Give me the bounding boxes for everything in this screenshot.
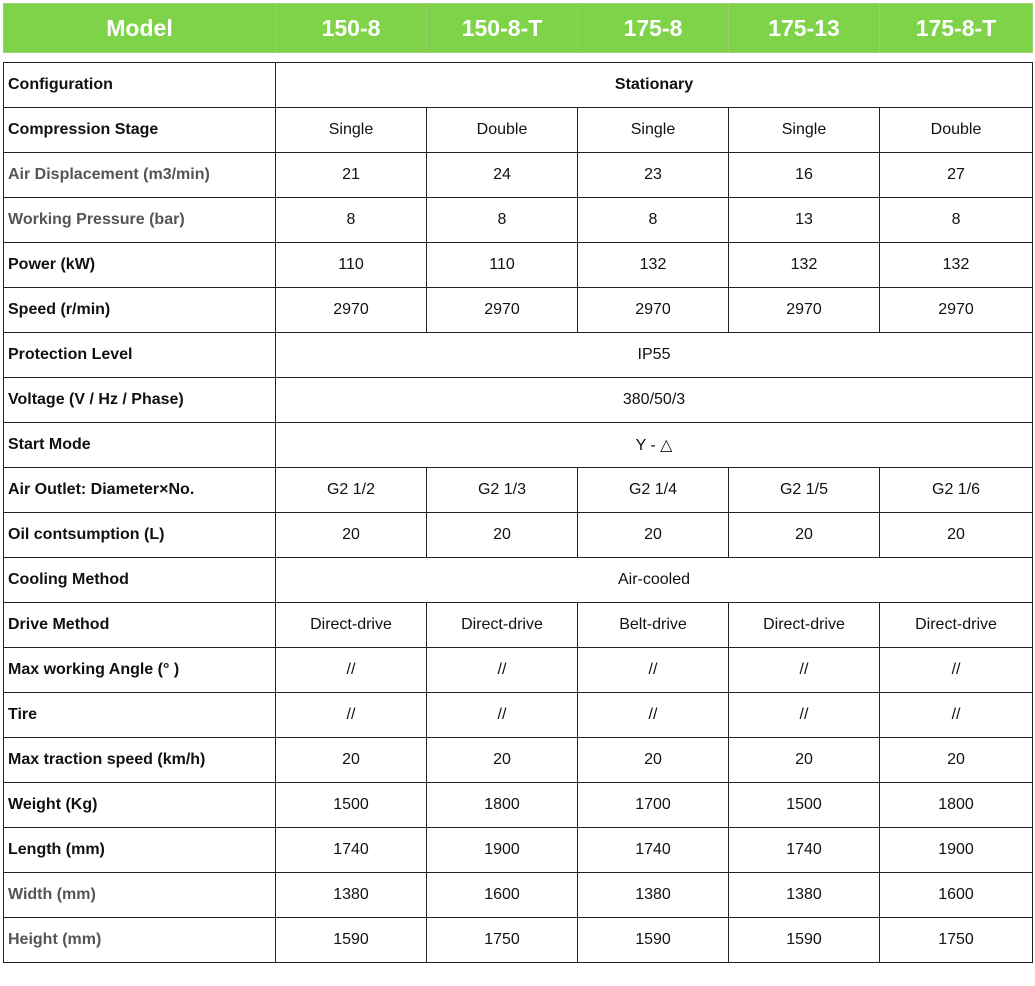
spec-value-cell: // — [276, 693, 427, 738]
spec-value-cell: 1750 — [880, 918, 1033, 963]
model-header-cell: 175-8 — [578, 4, 729, 53]
spec-value-cell: 20 — [729, 513, 880, 558]
spec-merged-value: Stationary — [276, 63, 1033, 108]
spec-value-cell: 27 — [880, 153, 1033, 198]
spec-value-cell: // — [427, 693, 578, 738]
spec-row-label: Air Displacement (m3/min) — [4, 153, 276, 198]
spec-value-cell: 2970 — [427, 288, 578, 333]
spec-value-cell: 1800 — [880, 783, 1033, 828]
spec-value-cell: G2 1/5 — [729, 468, 880, 513]
spec-value-cell: 1600 — [880, 873, 1033, 918]
spec-value-cell: 1380 — [276, 873, 427, 918]
model-header-cell: 150-8-T — [427, 4, 578, 53]
spec-row — [4, 783, 1033, 828]
model-header-label: Model — [4, 4, 276, 53]
spec-row-label: Weight (Kg) — [4, 783, 276, 828]
model-header-row — [4, 4, 1033, 53]
spec-row — [4, 558, 1033, 603]
spec-value-cell: // — [578, 693, 729, 738]
spec-value-cell: 8 — [880, 198, 1033, 243]
spec-row — [4, 63, 1033, 108]
spec-row-label: Air Outlet: Diameter×No. — [4, 468, 276, 513]
spec-value-cell: 1590 — [578, 918, 729, 963]
spec-value-cell: 1750 — [427, 918, 578, 963]
spec-value-cell: 2970 — [880, 288, 1033, 333]
spec-row-label: Working Pressure (bar) — [4, 198, 276, 243]
spec-row-label: Speed (r/min) — [4, 288, 276, 333]
spec-value-cell: Double — [880, 108, 1033, 153]
spec-value-cell: // — [729, 648, 880, 693]
model-header-table — [3, 3, 1033, 53]
spec-row — [4, 603, 1033, 648]
spec-value-cell: 20 — [880, 738, 1033, 783]
spec-value-cell: G2 1/6 — [880, 468, 1033, 513]
spec-row — [4, 108, 1033, 153]
spec-value-cell: 16 — [729, 153, 880, 198]
spec-value-cell: Belt-drive — [578, 603, 729, 648]
spec-row — [4, 918, 1033, 963]
spec-value-cell: 2970 — [578, 288, 729, 333]
spec-row — [4, 738, 1033, 783]
spec-row-label: Max working Angle (° ) — [4, 648, 276, 693]
spec-row — [4, 333, 1033, 378]
spec-row-label: Height (mm) — [4, 918, 276, 963]
spec-value-cell: 8 — [427, 198, 578, 243]
specification-table-body — [4, 63, 1033, 963]
spec-value-cell: Double — [427, 108, 578, 153]
spec-value-cell: 20 — [276, 738, 427, 783]
spec-row-label: Cooling Method — [4, 558, 276, 603]
spec-value-cell: G2 1/3 — [427, 468, 578, 513]
spec-row-label: Protection Level — [4, 333, 276, 378]
spec-value-cell: 20 — [276, 513, 427, 558]
spec-value-cell: 1500 — [729, 783, 880, 828]
spec-value-cell: 8 — [578, 198, 729, 243]
spec-value-cell: // — [427, 648, 578, 693]
spec-merged-value: IP55 — [276, 333, 1033, 378]
model-header-cell: 175-13 — [729, 4, 880, 53]
spec-value-cell: 24 — [427, 153, 578, 198]
spec-value-cell: 1380 — [729, 873, 880, 918]
spec-row-label: Compression Stage — [4, 108, 276, 153]
spec-row — [4, 378, 1033, 423]
spec-value-cell: 1900 — [427, 828, 578, 873]
spec-value-cell: 1900 — [880, 828, 1033, 873]
model-header-cell: 150-8 — [276, 4, 427, 53]
spec-value-cell: // — [578, 648, 729, 693]
spec-value-cell: // — [276, 648, 427, 693]
spec-value-cell: 132 — [578, 243, 729, 288]
spec-value-cell: 1740 — [276, 828, 427, 873]
spec-value-cell: Direct-drive — [880, 603, 1033, 648]
spec-value-cell: 1800 — [427, 783, 578, 828]
spec-value-cell: 110 — [427, 243, 578, 288]
spec-row — [4, 153, 1033, 198]
spec-value-cell: 20 — [729, 738, 880, 783]
spec-row-label: Voltage (V / Hz / Phase) — [4, 378, 276, 423]
spec-row-label: Tire — [4, 693, 276, 738]
spec-row — [4, 198, 1033, 243]
spec-value-cell: 132 — [880, 243, 1033, 288]
spec-value-cell: 132 — [729, 243, 880, 288]
spec-row-label: Max traction speed (km/h) — [4, 738, 276, 783]
spec-merged-value: Air-cooled — [276, 558, 1033, 603]
spec-row-label: Configuration — [4, 63, 276, 108]
spec-value-cell: 21 — [276, 153, 427, 198]
spec-value-cell: 2970 — [729, 288, 880, 333]
spec-value-cell: 20 — [427, 513, 578, 558]
spec-value-cell: // — [880, 693, 1033, 738]
spec-value-cell: 20 — [578, 738, 729, 783]
spec-row — [4, 873, 1033, 918]
spec-row-label: Drive Method — [4, 603, 276, 648]
spec-value-cell: 2970 — [276, 288, 427, 333]
spec-value-cell: Direct-drive — [427, 603, 578, 648]
spec-value-cell: Direct-drive — [276, 603, 427, 648]
spec-value-cell: G2 1/2 — [276, 468, 427, 513]
spec-row-label: Start Mode — [4, 423, 276, 468]
spec-value-cell: Single — [729, 108, 880, 153]
spec-value-cell: 1700 — [578, 783, 729, 828]
spec-row — [4, 468, 1033, 513]
model-header-cell: 175-8-T — [880, 4, 1033, 53]
spec-value-cell: 1380 — [578, 873, 729, 918]
spec-row — [4, 693, 1033, 738]
spec-row-label: Power (kW) — [4, 243, 276, 288]
spec-row — [4, 648, 1033, 693]
spec-value-cell: 1590 — [276, 918, 427, 963]
spec-row-label: Width (mm) — [4, 873, 276, 918]
spec-value-cell: 1590 — [729, 918, 880, 963]
spec-row — [4, 513, 1033, 558]
spec-value-cell: // — [729, 693, 880, 738]
spec-value-cell: G2 1/4 — [578, 468, 729, 513]
spec-value-cell: Single — [578, 108, 729, 153]
spec-merged-value: Y - △ — [276, 423, 1033, 468]
spec-value-cell: 110 — [276, 243, 427, 288]
spec-value-cell: // — [880, 648, 1033, 693]
spec-row — [4, 288, 1033, 333]
spec-value-cell: 1740 — [578, 828, 729, 873]
spec-row-label: Length (mm) — [4, 828, 276, 873]
spec-row — [4, 828, 1033, 873]
spec-value-cell: 20 — [427, 738, 578, 783]
spec-value-cell: Single — [276, 108, 427, 153]
spec-value-cell: 20 — [880, 513, 1033, 558]
specification-table — [3, 62, 1033, 963]
spec-value-cell: 13 — [729, 198, 880, 243]
spec-value-cell: 1600 — [427, 873, 578, 918]
spec-merged-value: 380/50/3 — [276, 378, 1033, 423]
spec-value-cell: Direct-drive — [729, 603, 880, 648]
spec-row — [4, 423, 1033, 468]
spec-value-cell: 20 — [578, 513, 729, 558]
spec-value-cell: 1500 — [276, 783, 427, 828]
spec-value-cell: 1740 — [729, 828, 880, 873]
spec-value-cell: 23 — [578, 153, 729, 198]
spec-row — [4, 243, 1033, 288]
spec-value-cell: 8 — [276, 198, 427, 243]
spec-row-label: Oil contsumption (L) — [4, 513, 276, 558]
